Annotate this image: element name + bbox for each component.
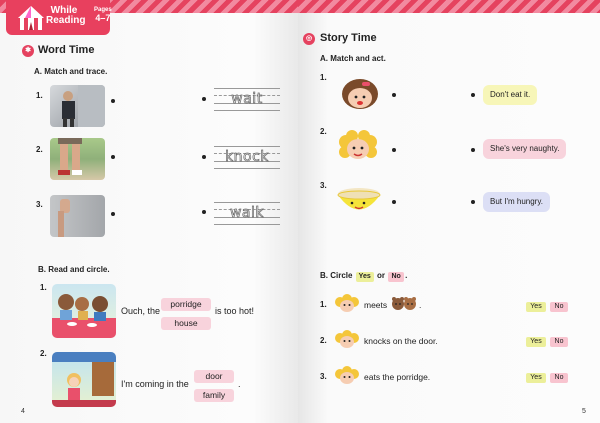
match-dot[interactable] [202, 210, 206, 214]
match-dot[interactable] [392, 200, 396, 204]
match-dot[interactable] [111, 212, 115, 216]
trace-text: knock [225, 149, 269, 165]
item-num-1: 1. [320, 73, 327, 82]
pages-range: 4–7 [95, 13, 111, 23]
option-house[interactable]: house [161, 317, 211, 330]
statement-text: eats the porridge. [364, 372, 431, 382]
statement-end: . [419, 300, 422, 310]
match-dot[interactable] [392, 148, 396, 152]
walking-legs-photo [50, 138, 105, 180]
statement-num-2: 2. [320, 336, 327, 345]
no-sample: No [388, 272, 404, 282]
match-dot[interactable] [471, 93, 475, 97]
option-door[interactable]: door [194, 370, 234, 383]
no-option[interactable]: No [550, 337, 568, 347]
pages-word: Pages [94, 7, 112, 13]
goldilocks-small-icon [334, 330, 360, 350]
no-option[interactable]: No [550, 373, 568, 383]
goldilocks-small-icon [334, 294, 360, 314]
option-family[interactable]: family [194, 389, 234, 402]
top-stripe [298, 0, 600, 13]
goldilocks-small-icon [334, 366, 360, 386]
yes-sample: Yes [356, 272, 374, 282]
word-num-1: 1. [36, 91, 43, 100]
word-num-3: 3. [36, 200, 43, 209]
man-waiting-photo [50, 85, 105, 127]
part-a-label: A. Match and act. [320, 54, 386, 63]
part-b-label: B. Read and circle. [38, 265, 110, 274]
match-dot[interactable] [471, 200, 475, 204]
sentence-after: is too hot! [215, 306, 255, 316]
trace-word-walk[interactable] [214, 201, 280, 225]
bears-table-illustration [52, 284, 116, 338]
word-num-2: 2. [36, 145, 43, 154]
sentence-num-2: 2. [40, 349, 47, 358]
tab-label: While Reading [46, 5, 86, 26]
tab-pages [94, 6, 112, 22]
statement-num-1: 1. [320, 300, 327, 309]
part-b-label [320, 271, 407, 282]
item-num-2: 2. [320, 127, 327, 136]
match-dot[interactable] [111, 99, 115, 103]
statement-text: meets [364, 300, 388, 310]
page-number-left: 4 [21, 408, 25, 415]
while-reading-tab [6, 0, 110, 35]
yes-option[interactable]: Yes [526, 373, 546, 383]
sentence-before: I'm coming in the [121, 379, 189, 389]
story-time-title: Story Time [320, 32, 377, 44]
yes-option[interactable]: Yes [526, 302, 546, 312]
match-dot[interactable] [111, 155, 115, 159]
part-b-prefix: B. Circle [320, 271, 353, 280]
match-dot[interactable] [471, 148, 475, 152]
right-page [298, 0, 600, 423]
no-option[interactable]: No [550, 302, 568, 312]
sentence-before: Ouch, the [121, 306, 161, 316]
item-num-3: 3. [320, 181, 327, 190]
statement-text: knocks on the door. [364, 336, 438, 346]
word-time-icon: ✱ [22, 45, 34, 57]
option-porridge[interactable]: porridge [161, 298, 211, 311]
part-b-or: or [376, 271, 385, 280]
girl-door-illustration [52, 352, 116, 407]
page-number-right: 5 [582, 408, 586, 415]
sentence-num-1: 1. [40, 283, 47, 292]
porridge-bowl-icon [336, 186, 382, 216]
trace-word-wait[interactable] [214, 87, 280, 111]
match-dot[interactable] [202, 97, 206, 101]
hand-knocking-photo [50, 195, 105, 237]
speech-bubble-1: Don't eat it. [483, 85, 537, 105]
match-dot[interactable] [392, 93, 396, 97]
goldilocks-face-icon [338, 130, 378, 164]
part-b-suffix: . [405, 271, 408, 280]
girl-face-icon [340, 78, 380, 112]
match-dot[interactable] [202, 155, 206, 159]
statement-num-3: 3. [320, 372, 327, 381]
circus-tent-icon [16, 4, 46, 32]
trace-text: wait [231, 91, 263, 107]
word-time-title: Word Time [38, 44, 95, 56]
sentence-after: . [238, 379, 241, 389]
story-time-icon: ◎ [303, 33, 315, 45]
speech-bubble-2: She's very naughty. [483, 139, 566, 159]
yes-option[interactable]: Yes [526, 337, 546, 347]
trace-word-knock[interactable] [214, 145, 280, 169]
three-bears-icon [391, 294, 417, 314]
part-a-label: A. Match and trace. [34, 67, 108, 76]
trace-text: walk [229, 205, 265, 221]
speech-bubble-3: But I'm hungry. [483, 192, 550, 212]
left-page [0, 0, 298, 423]
